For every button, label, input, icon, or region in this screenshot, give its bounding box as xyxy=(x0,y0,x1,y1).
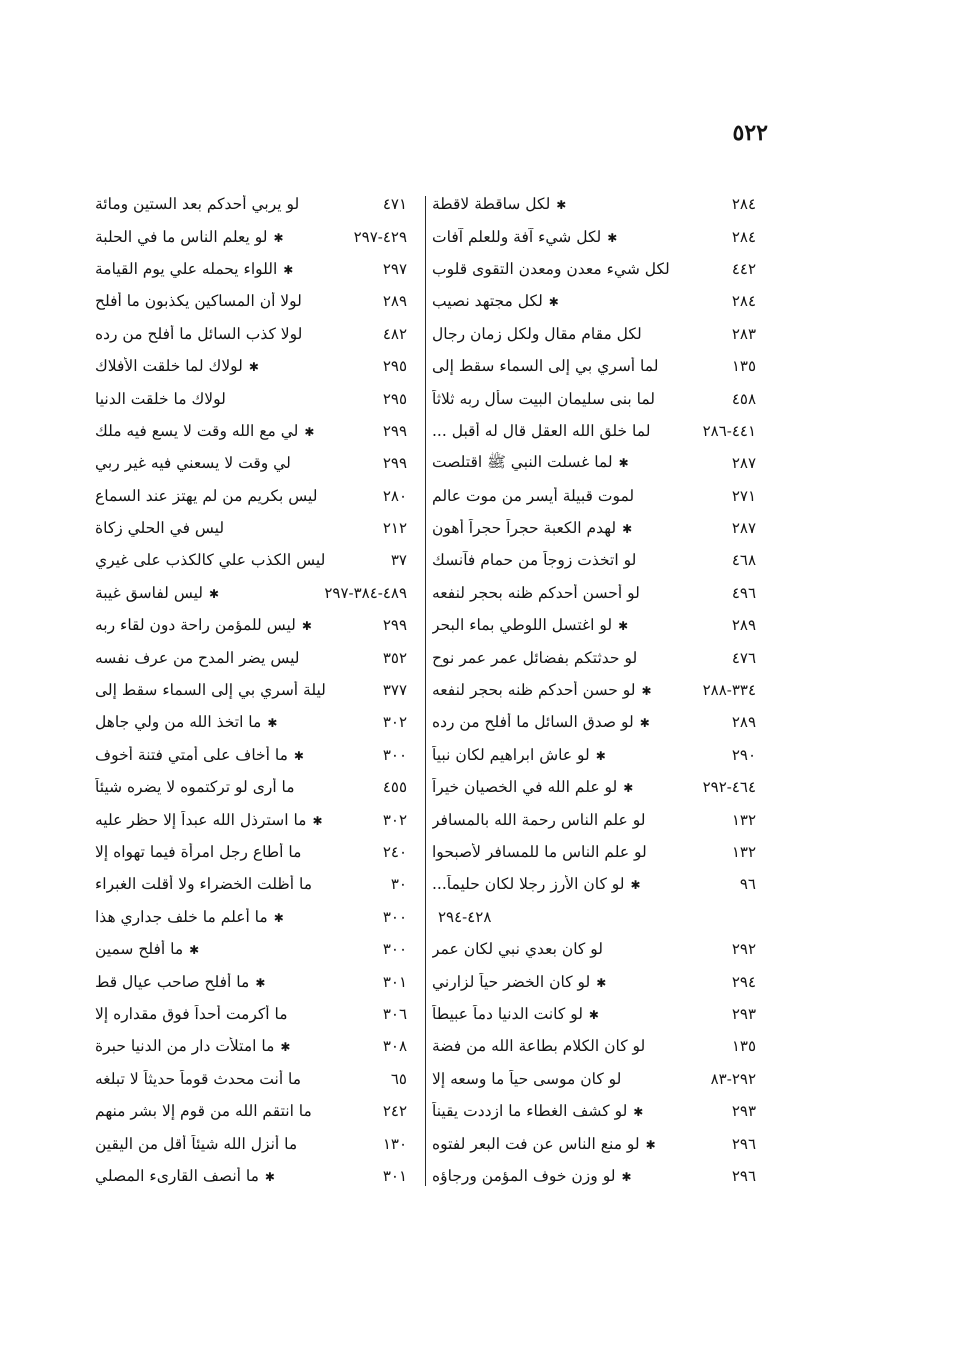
index-entry xyxy=(95,285,415,317)
entry-text-value: لو كان الخضر حياً لزارني xyxy=(432,972,591,991)
entry-text-value: لولاك ما خلقت الدنيا xyxy=(95,389,226,408)
entry-text xyxy=(432,357,658,375)
asterisk-icon: ✱ xyxy=(301,619,312,634)
entry-page-ref: ٣٠٢ xyxy=(382,810,407,829)
index-entry xyxy=(95,609,415,641)
index-entry xyxy=(95,382,415,414)
entry-text xyxy=(432,746,606,764)
entry-text-value: لو اتخذت زوجاً من حمام فآنسك xyxy=(432,551,637,570)
index-entry xyxy=(432,901,764,933)
entry-page-ref: ٤٦٤-٢٩٢ xyxy=(702,778,756,797)
index-entry xyxy=(95,1127,415,1159)
entry-text xyxy=(432,195,566,213)
entry-text-value: لو عاش ابراهيم لكان نبياً xyxy=(432,745,590,764)
entry-text-value: لموت قبيلة أيسر من موت عالم xyxy=(432,486,635,505)
entry-page-ref: ٢٩٩ xyxy=(382,454,407,473)
entry-page-ref: ٤٥٥ xyxy=(382,778,407,797)
entry-page-ref: ١٣٥ xyxy=(731,357,756,376)
asterisk-icon: ✱ xyxy=(209,586,220,601)
entry-page-ref: ٦٥ xyxy=(390,1069,407,1088)
page-number: ٥٢٢ xyxy=(732,120,768,146)
entry-text xyxy=(95,325,302,343)
asterisk-icon: ✱ xyxy=(304,424,315,439)
index-entry xyxy=(432,998,764,1030)
index-entry xyxy=(95,965,415,997)
entry-page-ref: ١٣٠ xyxy=(382,1134,407,1153)
entry-page-ref: ٢٩٢-٨٣ xyxy=(710,1069,756,1088)
entry-text-value: لما خلق الله العقل قال له أقبل ... xyxy=(432,421,651,440)
entry-text-value: ليس الكذب علي كالكذب على غيري xyxy=(95,551,326,570)
entry-page-ref: ٢٨٧ xyxy=(731,454,756,473)
entry-text xyxy=(432,487,634,505)
entry-page-ref: ٣٥٢ xyxy=(382,648,407,667)
entry-text-value: لو كان بعدي نبي لكان عمر xyxy=(432,940,603,959)
entry-text-value: لو يربي أحدكم بعد الستين ومائة xyxy=(95,195,300,214)
entry-text-value: لي وقت لا يسعني فيه غير ربي xyxy=(95,454,291,473)
entry-text-value: لولا كذب السائل ما أفلح من رده xyxy=(95,324,303,343)
entry-text xyxy=(432,973,606,991)
entry-text-value: لي مع الله وقت لا يسع فيه ملك xyxy=(95,421,299,440)
index-entry xyxy=(95,868,415,900)
entry-page-ref: ٣٠٠ xyxy=(382,745,407,764)
entry-text xyxy=(432,228,617,246)
entry-text-value: ما أخاف على أمتي فتنة أخوف xyxy=(95,745,288,764)
entry-text xyxy=(95,390,226,408)
entry-text xyxy=(95,519,224,537)
index-entry xyxy=(432,1063,764,1095)
entry-text xyxy=(432,681,652,699)
entry-page-ref: ٢٩٩ xyxy=(382,421,407,440)
entry-page-ref: ٢٩٢ xyxy=(731,940,756,959)
index-entry xyxy=(95,739,415,771)
entry-page-ref: ٢٨٧ xyxy=(731,519,756,538)
asterisk-icon: ✱ xyxy=(622,522,633,537)
entry-page-ref: ٣٧٧ xyxy=(382,681,407,700)
entry-text-value: لولا أن المساكين يكذبون ما أفلح xyxy=(95,292,302,311)
index-entry xyxy=(432,868,764,900)
entry-text-value: لو منع الناس عن فت البعر لفتوه xyxy=(432,1134,640,1153)
entry-text xyxy=(432,452,629,475)
entry-text xyxy=(95,228,284,246)
entry-text-value: لو علم الناس ما للمسافر لأصبحوا xyxy=(432,843,647,861)
entry-text xyxy=(432,292,559,310)
entry-text-value: ما أظلت الخضراء ولا أقلت الغبراء xyxy=(95,875,312,894)
entry-page-ref: ٢٧١ xyxy=(731,486,756,505)
entry-page-ref: ٤٥٨ xyxy=(731,389,756,408)
entry-text xyxy=(432,649,637,667)
entry-page-ref: ٢٨٩ xyxy=(731,616,756,635)
asterisk-icon: ✱ xyxy=(273,910,284,925)
entry-page-ref: ٤٤١-٢٨٦ xyxy=(702,421,756,440)
entry-page-ref: ٣٧ xyxy=(390,551,407,570)
entry-text-value: ما أنصف القارىء المصلي xyxy=(95,1166,259,1185)
index-entry xyxy=(95,771,415,803)
entry-text-value: لكل مجتهد نصيب xyxy=(432,292,543,311)
index-entry xyxy=(432,285,764,317)
entry-text-value: لهدم الكعبة حجراً حجراً أهون xyxy=(432,519,617,538)
index-entry xyxy=(432,415,764,447)
asterisk-icon: ✱ xyxy=(283,262,294,277)
entry-page-ref: ٣٠٦ xyxy=(382,1004,407,1023)
index-entry xyxy=(432,253,764,285)
entry-text xyxy=(95,973,265,991)
entry-text-value: ما أطاع رجل امرأة فيما تهواه إلا xyxy=(95,843,302,861)
entry-text-value: لما أسري بي إلى السماء سقط إلى xyxy=(432,357,659,376)
asterisk-icon: ✱ xyxy=(273,230,284,245)
entry-page-ref: ٣٠ xyxy=(390,875,407,894)
entry-text xyxy=(432,811,645,829)
entry-page-ref: ٤٩٦ xyxy=(731,583,756,602)
entry-text xyxy=(95,746,304,764)
asterisk-icon: ✱ xyxy=(189,943,200,958)
entry-text-value: ما أكرمت أحداً فوق مقداره إلا xyxy=(95,1004,288,1023)
entry-text-value: ليس بكريم من لم يهتز عند السماع xyxy=(95,486,318,505)
entry-page-ref: ٤٢٩-٢٩٧ xyxy=(353,227,407,246)
entry-page-ref: ٣٠٢ xyxy=(382,713,407,732)
index-entry xyxy=(432,1095,764,1127)
entry-text xyxy=(95,1102,312,1120)
entry-page-ref: ٢٨٤ xyxy=(731,227,756,246)
entry-text-value: لكل ساقطة لاقطة xyxy=(432,195,551,214)
entry-text-value: لو علم الناس رحمة الله بالمسافر xyxy=(432,810,646,829)
entry-page-ref: ٩٦ xyxy=(739,875,756,894)
entry-text xyxy=(432,1070,621,1088)
index-entry xyxy=(432,480,764,512)
entry-text-value: لو وزن خوف المؤمن ورجاؤه xyxy=(432,1166,616,1185)
asterisk-icon: ✱ xyxy=(548,295,559,310)
entry-page-ref: ١٣٥ xyxy=(731,1037,756,1056)
entry-text xyxy=(95,778,295,796)
index-entry xyxy=(95,544,415,576)
asterisk-icon: ✱ xyxy=(618,455,629,470)
entry-text-value: ما امتلأت دار من الدنيا حبرة xyxy=(95,1037,275,1056)
entry-text-value: لما غسلت النبي ﷺ اقتلصت xyxy=(432,452,613,471)
entry-text-value: لكل شيء معدن ومعدن التقوى قلوب xyxy=(432,259,670,278)
index-entry xyxy=(432,544,764,576)
entry-text xyxy=(95,1005,288,1023)
index-entry xyxy=(432,188,764,220)
entry-page-ref: ٢٨٠ xyxy=(382,486,407,505)
entry-page-ref: ٣٠٠ xyxy=(382,907,407,926)
column-divider xyxy=(425,196,426,1186)
entry-page-ref: ٤٢٨-٢٩٤ xyxy=(438,907,492,926)
index-entry xyxy=(95,1063,415,1095)
entry-text-value: لو كان موسى حياً ما وسعه إلا xyxy=(432,1069,622,1088)
entry-text-value: لو كشف الغطاء ما ازددت يقيناً xyxy=(432,1102,628,1121)
index-entry xyxy=(95,1160,415,1192)
index-entry xyxy=(432,674,764,706)
entry-text-value: لو حدثتكم بفضائل عمر عمر نوح xyxy=(432,648,638,667)
entry-text xyxy=(95,616,312,634)
index-entry xyxy=(432,350,764,382)
index-entry xyxy=(432,318,764,350)
left-column xyxy=(95,188,415,1192)
entry-text xyxy=(95,875,312,893)
entry-text-value: ما اتخذ الله من ولي جاهل xyxy=(95,713,262,732)
entry-page-ref: ٤٧١ xyxy=(382,195,407,214)
entry-page-ref: ٢٩٣ xyxy=(731,1102,756,1121)
entry-text-value: ما أنزل الله شيئاً أقل من اليقين xyxy=(95,1134,298,1153)
entry-text-value: لولاك لما خلقت الأفلاك xyxy=(95,357,243,376)
entry-page-ref: ٢٩٠ xyxy=(731,745,756,764)
entry-page-ref: ٢٩٤ xyxy=(731,972,756,991)
index-entry xyxy=(432,577,764,609)
entry-text-value: لكل مقام مقال ولكل زمان رجال xyxy=(432,324,642,343)
entry-text-value: ليس في الحلي زكاة xyxy=(95,519,225,538)
entry-text-value: لو أحسن أحدكم ظنه بحجر لنفعه xyxy=(432,583,640,602)
entry-text-value: لو كانت الدنيا دماً عبيطاً xyxy=(432,1004,583,1023)
entry-page-ref: ٣٠١ xyxy=(382,1166,407,1185)
entry-page-ref: ٤٧٦ xyxy=(731,648,756,667)
entry-text-value: ليلة أسري بي إلى السماء سقط إلى xyxy=(95,681,326,700)
index-entry xyxy=(432,933,764,965)
index-entry xyxy=(95,253,415,285)
entry-text xyxy=(95,551,325,569)
entry-page-ref: ٢١٢ xyxy=(382,519,407,538)
index-entry xyxy=(95,447,415,479)
entry-page-ref: ٢٩٩ xyxy=(382,616,407,635)
asterisk-icon: ✱ xyxy=(645,1137,656,1152)
asterisk-icon: ✱ xyxy=(248,360,259,375)
entry-page-ref: ٣٣٤-٢٨٨ xyxy=(702,681,756,700)
index-entry xyxy=(432,512,764,544)
asterisk-icon: ✱ xyxy=(588,1007,599,1022)
index-entry xyxy=(95,901,415,933)
entry-text xyxy=(432,390,655,408)
entry-page-ref: ٤٤٢ xyxy=(731,259,756,278)
index-entry xyxy=(95,836,415,868)
entry-page-ref: ٣٠١ xyxy=(382,972,407,991)
entry-text xyxy=(95,357,259,375)
entry-page-ref: ٢٨٩ xyxy=(382,292,407,311)
index-entry xyxy=(95,933,415,965)
entry-text xyxy=(432,778,633,796)
entry-text-value: ما أفلح صاحب عيال قط xyxy=(95,972,250,991)
entry-text-value: ما أرى لو تركتموه لا يضره شيئاً xyxy=(95,778,295,797)
entry-text xyxy=(95,454,291,472)
index-entry xyxy=(95,1030,415,1062)
asterisk-icon: ✱ xyxy=(293,748,304,763)
index-entry xyxy=(432,965,764,997)
entry-text xyxy=(95,487,317,505)
index-entry xyxy=(95,803,415,835)
asterisk-icon: ✱ xyxy=(621,1169,632,1184)
index-entry xyxy=(95,674,415,706)
entry-text-value: لو كان الكلام بطاعة الله من فضة xyxy=(432,1037,646,1056)
entry-text-value: لكل شيء آفة وللعلم آفات xyxy=(432,227,602,246)
entry-text xyxy=(432,875,641,893)
asterisk-icon: ✱ xyxy=(312,813,323,828)
asterisk-icon: ✱ xyxy=(641,684,652,699)
asterisk-icon: ✱ xyxy=(607,230,618,245)
index-entry xyxy=(432,382,764,414)
entry-page-ref: ٢٨٣ xyxy=(731,324,756,343)
entry-text xyxy=(432,1102,643,1120)
asterisk-icon: ✱ xyxy=(280,1040,291,1055)
index-entry xyxy=(432,1030,764,1062)
index-entry xyxy=(432,836,764,868)
entry-text xyxy=(95,713,277,731)
entry-text xyxy=(432,713,650,731)
entry-text xyxy=(432,260,670,278)
entry-text xyxy=(432,1135,656,1153)
entry-page-ref: ٢٩٥ xyxy=(382,357,407,376)
entry-text xyxy=(432,325,642,343)
entry-text-value: لو يعلم الناس ما في الحلبة xyxy=(95,227,268,246)
entry-page-ref: ٢٩٣ xyxy=(731,1004,756,1023)
entry-text-value: ما أنت محدث قوماً حديثاً لا تبلغه xyxy=(95,1069,302,1088)
entry-text xyxy=(95,649,300,667)
entry-text-value: ما انتقم الله من قوم إلا بشر منهم xyxy=(95,1102,312,1121)
entry-text xyxy=(432,843,647,861)
entry-text xyxy=(432,940,603,958)
entry-text xyxy=(95,260,293,278)
asterisk-icon: ✱ xyxy=(255,975,266,990)
index-entry xyxy=(95,512,415,544)
entry-text xyxy=(432,584,640,602)
asterisk-icon: ✱ xyxy=(623,781,634,796)
index-entry xyxy=(432,609,764,641)
entry-text-value: ما أعلم ما خلف جداري هذا xyxy=(95,907,268,926)
asterisk-icon: ✱ xyxy=(630,878,641,893)
index-entry xyxy=(95,998,415,1030)
entry-text xyxy=(95,843,301,861)
right-column xyxy=(432,188,764,1192)
entry-text-value: ما استرذل الله عبداً إلا حظر عليه xyxy=(95,810,307,829)
entry-page-ref: ٢٩٦ xyxy=(731,1134,756,1153)
entry-text xyxy=(95,908,284,926)
index-entry xyxy=(95,1095,415,1127)
entry-text-value: لما بنى سليمان البيت سأل ربه ثلاثاً xyxy=(432,389,656,408)
entry-text-value: لو علم الله في الخصيان خيراً xyxy=(432,778,618,797)
asterisk-icon: ✱ xyxy=(618,619,629,634)
entry-page-ref: ٢٨٤ xyxy=(731,292,756,311)
index-entry xyxy=(432,447,764,479)
index-entry xyxy=(95,318,415,350)
index-entry xyxy=(432,739,764,771)
index-entry xyxy=(432,641,764,673)
entry-page-ref: ٢٩٦ xyxy=(731,1166,756,1185)
entry-text-value: لو صدق السائل ما أفلح من رده xyxy=(432,713,634,732)
index-entry xyxy=(95,480,415,512)
entry-text xyxy=(95,422,314,440)
entry-text-value: ليس لفاسق غيبة xyxy=(95,583,203,602)
entry-page-ref: ٢٤٠ xyxy=(382,843,407,861)
index-entry xyxy=(432,803,764,835)
entry-text xyxy=(95,940,199,958)
asterisk-icon: ✱ xyxy=(595,748,606,763)
entry-text xyxy=(432,1167,632,1185)
entry-text xyxy=(432,1037,645,1055)
entry-text-value: لو اغتسل اللوطي بماء البحر xyxy=(432,616,613,635)
entry-text xyxy=(95,584,219,602)
entry-text xyxy=(95,1135,297,1153)
entry-page-ref: ٤٨٢ xyxy=(382,324,407,343)
entry-text-value: لو حسن أحدكم ظنه بحجر لنفعه xyxy=(432,681,636,700)
entry-page-ref: ٢٩٧ xyxy=(382,259,407,278)
entry-text-value: لو كان الأرز رجلا لكان حليماً... xyxy=(432,875,625,894)
index-entry xyxy=(432,771,764,803)
entry-text xyxy=(95,681,326,699)
index-entry xyxy=(95,188,415,220)
entry-page-ref: ٤٦٨ xyxy=(731,551,756,570)
index-entry xyxy=(432,1127,764,1159)
entry-text xyxy=(432,422,650,440)
index-entry xyxy=(95,415,415,447)
entry-page-ref: ٢٨٤ xyxy=(731,195,756,214)
entry-text-value: ما أفلح سمين xyxy=(95,940,184,959)
entry-text xyxy=(95,1167,275,1185)
entry-page-ref: ٢٩٥ xyxy=(382,389,407,408)
entry-text xyxy=(432,1005,599,1023)
entry-page-ref: ١٣٢ xyxy=(731,810,756,829)
asterisk-icon: ✱ xyxy=(633,1105,644,1120)
entry-page-ref: ٤٨٩-٣٨٤-٢٩٧ xyxy=(324,583,407,602)
entry-page-ref: ٣٠٨ xyxy=(382,1037,407,1056)
entry-text xyxy=(95,1070,301,1088)
index-entry xyxy=(432,1160,764,1192)
index-entry xyxy=(432,220,764,252)
entry-text-value: ليس للمؤمن راحة دون لقاء ربه xyxy=(95,616,296,635)
entry-page-ref: ١٣٢ xyxy=(731,843,756,861)
entry-text xyxy=(432,551,636,569)
entry-page-ref: ٣٠٠ xyxy=(382,940,407,959)
asterisk-icon: ✱ xyxy=(267,716,278,731)
entry-text xyxy=(95,195,299,213)
entry-text xyxy=(95,811,323,829)
entry-page-ref: ٢٤٢ xyxy=(382,1102,407,1121)
entry-text-value: ليس يضر المدح من عرف نفسه xyxy=(95,648,300,667)
index-entry xyxy=(95,706,415,738)
entry-text xyxy=(95,292,302,310)
asterisk-icon: ✱ xyxy=(264,1169,275,1184)
index-entry xyxy=(95,220,415,252)
index-entry xyxy=(95,350,415,382)
entry-text xyxy=(432,616,628,634)
entry-page-ref: ٢٨٩ xyxy=(731,713,756,732)
index-entry xyxy=(95,641,415,673)
entry-text xyxy=(432,519,632,537)
asterisk-icon: ✱ xyxy=(596,975,607,990)
entry-text xyxy=(95,1037,290,1055)
index-entry xyxy=(95,577,415,609)
asterisk-icon: ✱ xyxy=(639,716,650,731)
entry-text-value: اللواء يحمله علي يوم القيامة xyxy=(95,259,278,278)
asterisk-icon: ✱ xyxy=(556,198,567,213)
index-entry xyxy=(432,706,764,738)
